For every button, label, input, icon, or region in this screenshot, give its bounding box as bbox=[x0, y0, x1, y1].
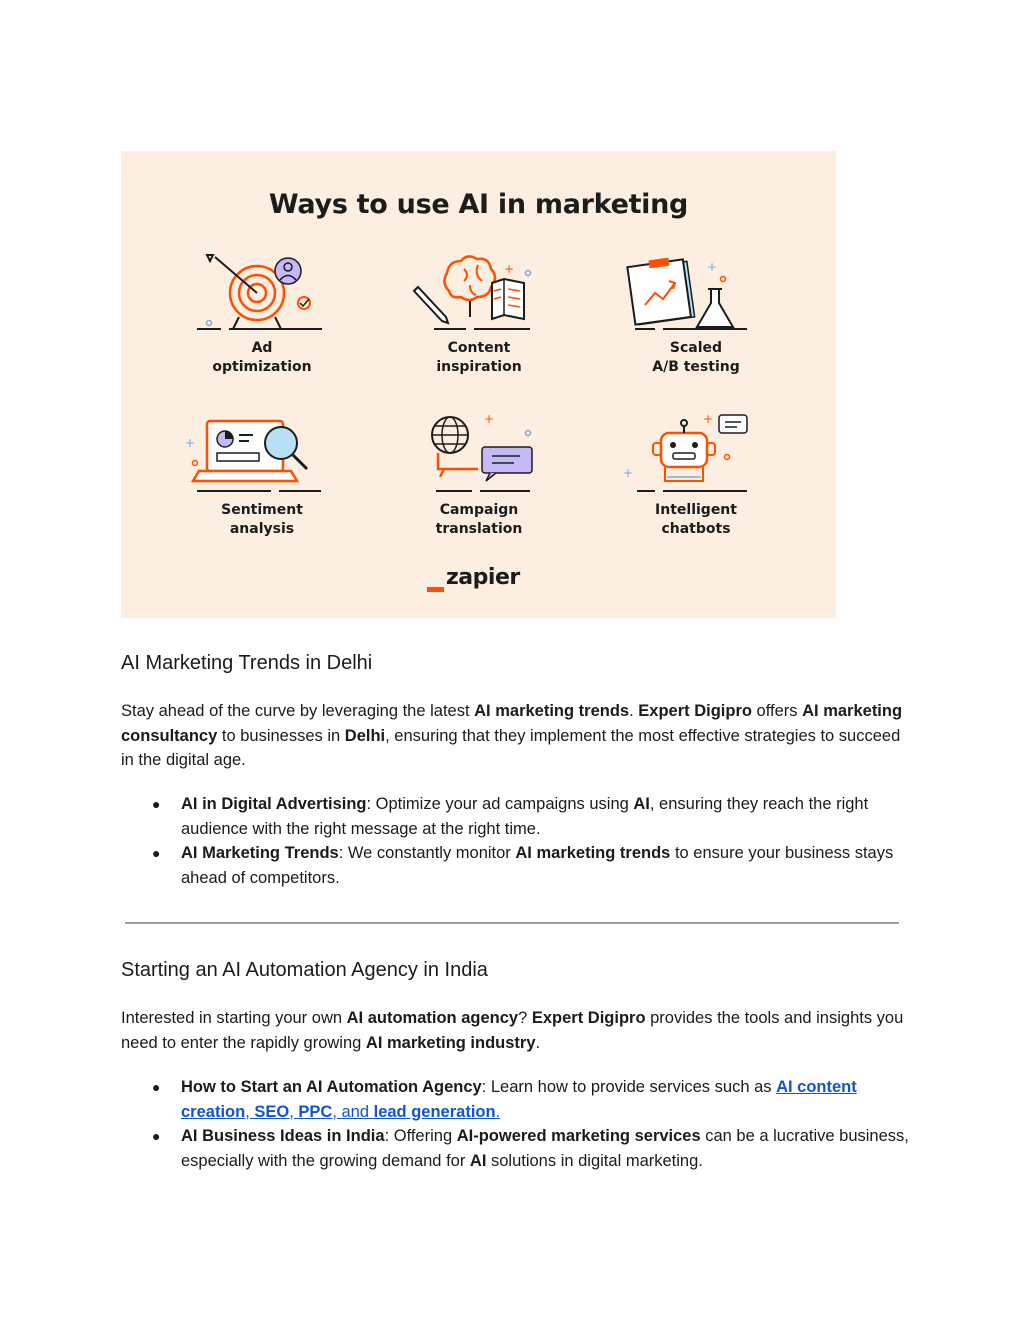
tile-label: Intelligent chatbots bbox=[655, 502, 737, 537]
zapier-logo-mark bbox=[427, 587, 444, 592]
text-run: offers bbox=[751, 702, 803, 720]
list-item bbox=[121, 792, 911, 841]
tile-label: Ad optimization bbox=[212, 340, 312, 375]
svg-text:+: + bbox=[707, 260, 718, 274]
bullet-icon: ● bbox=[152, 1128, 161, 1144]
text-run: Stay ahead of the curve by leveraging the latest bbox=[121, 702, 475, 720]
tile-label: Scaled A/B testing bbox=[652, 340, 740, 375]
inline-link[interactable]: PPC bbox=[298, 1102, 333, 1121]
svg-text:+: + bbox=[623, 466, 634, 480]
list-item bbox=[121, 841, 911, 890]
tile-label: Sentiment analysis bbox=[221, 502, 303, 537]
text-run: ? bbox=[518, 1009, 532, 1027]
inline-link[interactable]: SEO bbox=[254, 1102, 290, 1121]
zapier-logo-text: zapier bbox=[446, 565, 520, 590]
bold-text: AI Marketing Trends bbox=[181, 844, 339, 862]
tile-label: Content inspiration bbox=[436, 340, 522, 375]
text-run: Interested in starting your own bbox=[121, 1009, 347, 1027]
section2-bullet-list bbox=[121, 1075, 911, 1173]
bold-text: AI marketing trends bbox=[515, 844, 671, 862]
section-heading-delhi: AI Marketing Trends in Delhi bbox=[121, 652, 373, 674]
text-run: : Learn how to provide services such as bbox=[481, 1078, 777, 1096]
text-run: provides the tools and insights you need to enter the rapidly growing bbox=[121, 1009, 904, 1052]
infographic-image bbox=[121, 151, 836, 618]
bold-text: Expert Digipro bbox=[638, 702, 752, 720]
svg-text:+: + bbox=[703, 413, 714, 426]
inline-link[interactable]: , bbox=[245, 1102, 255, 1121]
text-run: . bbox=[535, 1033, 541, 1052]
robot-icon bbox=[611, 413, 781, 498]
target-icon bbox=[177, 251, 347, 336]
text-run: , ensuring they reach the right audience with the right message at the right time. bbox=[181, 795, 869, 838]
section2-paragraph bbox=[121, 1006, 911, 1055]
bullet-icon: ● bbox=[152, 845, 161, 861]
text-run: : Offering bbox=[384, 1127, 457, 1145]
inline-link[interactable]: , and bbox=[332, 1102, 374, 1121]
text-run: to ensure your business stays ahead of competitors. bbox=[181, 844, 894, 887]
globe-icon bbox=[394, 413, 564, 498]
bold-text: AI in Digital Advertising bbox=[181, 795, 367, 813]
bold-text: AI bbox=[469, 1151, 487, 1170]
svg-text:+: + bbox=[185, 436, 196, 450]
section-heading-agency: Starting an AI Automation Agency in India bbox=[121, 959, 488, 981]
bold-text: AI automation agency bbox=[346, 1009, 519, 1027]
divider bbox=[125, 922, 899, 924]
inline-link[interactable]: , bbox=[289, 1102, 299, 1121]
bullet-icon: ● bbox=[152, 796, 161, 812]
text-run: can be a lucrative business, especially with the growing demand for bbox=[181, 1127, 909, 1170]
brain-icon bbox=[394, 251, 564, 336]
list-item bbox=[121, 1075, 911, 1124]
bold-text: AI bbox=[633, 795, 650, 813]
bold-text: AI marketing consultancy bbox=[121, 702, 903, 745]
bullet-icon: ● bbox=[152, 1079, 161, 1095]
bold-text: How to Start an AI Automation Agency bbox=[181, 1078, 482, 1096]
text-run: : Optimize your ad campaigns using bbox=[366, 795, 634, 813]
svg-text:+: + bbox=[504, 262, 515, 276]
text-run: , ensuring that they implement the most effective strategies to succeed in the digital age. bbox=[121, 726, 901, 769]
bold-text: AI-powered marketing services bbox=[456, 1127, 701, 1145]
text-run: to businesses in bbox=[217, 726, 345, 745]
svg-text:+: + bbox=[484, 413, 495, 426]
text-run: solutions in digital marketing. bbox=[486, 1151, 703, 1170]
beaker-icon bbox=[611, 251, 781, 336]
tile-label: Campaign translation bbox=[435, 502, 523, 537]
bold-text: AI marketing industry bbox=[365, 1033, 536, 1052]
infographic-title: Ways to use AI in marketing bbox=[268, 189, 689, 220]
text-run: . bbox=[629, 702, 639, 720]
laptop-magnifier-icon bbox=[177, 413, 347, 498]
text-run: : We constantly monitor bbox=[338, 844, 516, 862]
zapier-logo bbox=[427, 565, 537, 595]
bold-text: Expert Digipro bbox=[531, 1009, 646, 1027]
section1-bullet-list bbox=[121, 792, 911, 890]
section1-paragraph bbox=[121, 699, 911, 773]
inline-link[interactable]: lead generation bbox=[373, 1102, 496, 1121]
bold-text: AI Business Ideas in India bbox=[181, 1127, 385, 1145]
inline-link[interactable]: . bbox=[495, 1102, 501, 1121]
bold-text: Delhi bbox=[344, 726, 386, 745]
list-item bbox=[121, 1124, 911, 1173]
bold-text: AI marketing trends bbox=[474, 702, 630, 720]
inline-link[interactable]: AI content creation bbox=[181, 1078, 857, 1121]
